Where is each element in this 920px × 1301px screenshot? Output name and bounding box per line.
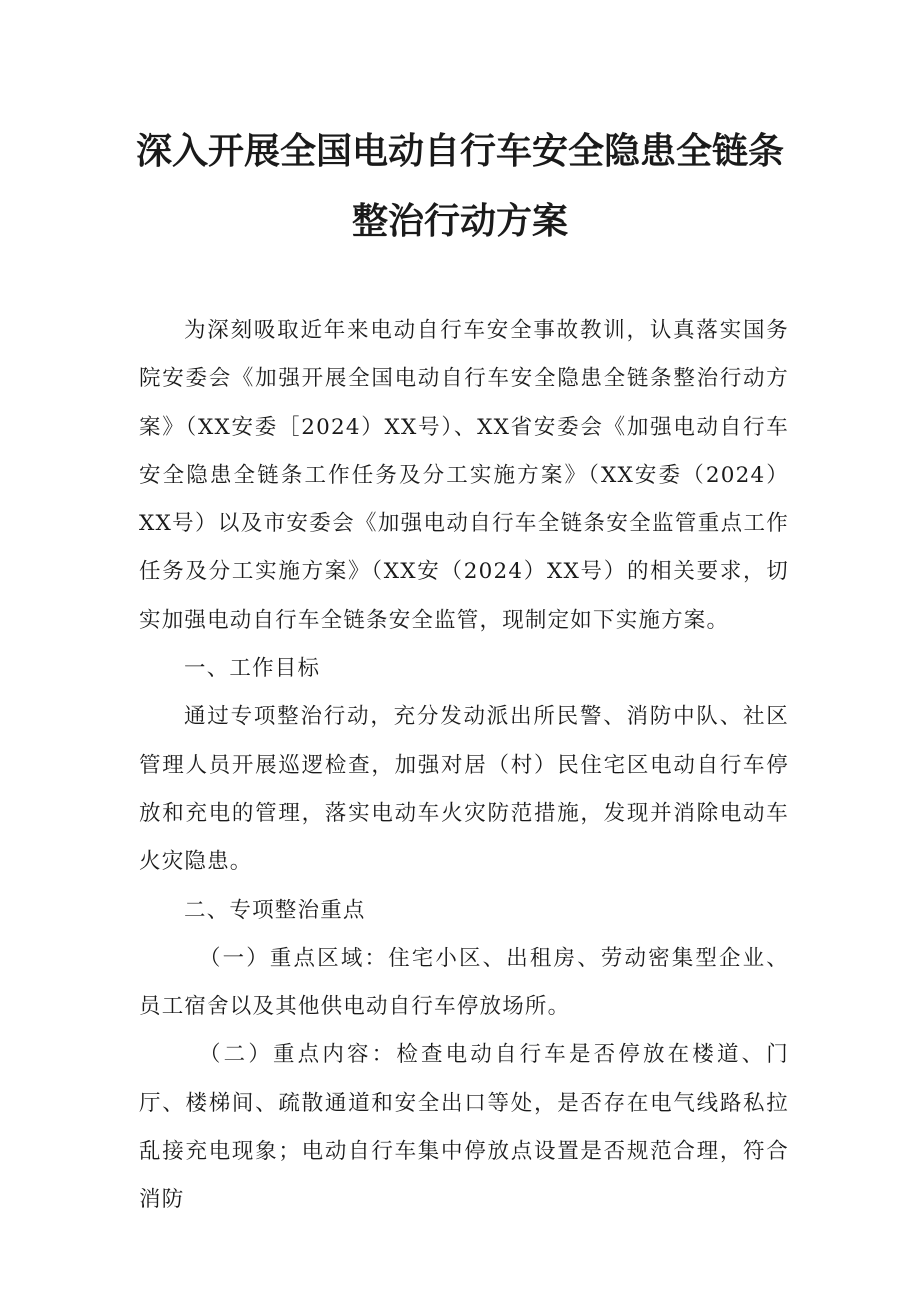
document-body: [139, 307, 789, 1225]
intro-paragraph: 为深刻吸取近年来电动自行车安全事故教训，认真落实国务院安委会《加强开展全国电动自行车安全隐患全链条整治行动方案》（XX安委［2024）XX号）、XX省安委会《加强电动自行车安全隐患全链条工作任务及分工实施方案》（XX安委（2024）XX号）以及市安委会《加强电动自行车全链条安全监管重点工作任务及分工实施方案》（XX安（2024）XX号）的相关要求，切实加强电动自行车全链条安全监管，现制定如下实施方案。: [139, 318, 789, 633]
section-heading-rectification-focus: 二、专项整治重点: [184, 897, 366, 923]
document-title-line-1: 深入开展全国电动自行车安全隐患全链条: [135, 131, 784, 172]
key-contents-paragraph: （二）重点内容：检查电动自行车是否停放在楼道、门厅、楼梯间、疏散通道和安全出口等处，是否存在电气线路私拉乱接充电现象；电动自行车集中停放点设置是否规范合理，符合消防: [139, 1042, 789, 1213]
key-areas-paragraph: （一）重点区域：住宅小区、出租房、劳动密集型企业、员工宿舍以及其他供电动自行车停放场所。: [139, 945, 789, 1020]
work-goals-paragraph: 通过专项整治行动，充分发动派出所民警、消防中队、社区管理人员开展巡逻检查，加强对居（村）民住宅区电动自行车停放和充电的管理，落实电动车火灾防范措施，发现并消除电动车火灾隐患。: [139, 704, 789, 875]
section-heading-work-goals: 一、工作目标: [184, 656, 321, 682]
document-title-line-2: 整治行动方案: [351, 201, 568, 242]
